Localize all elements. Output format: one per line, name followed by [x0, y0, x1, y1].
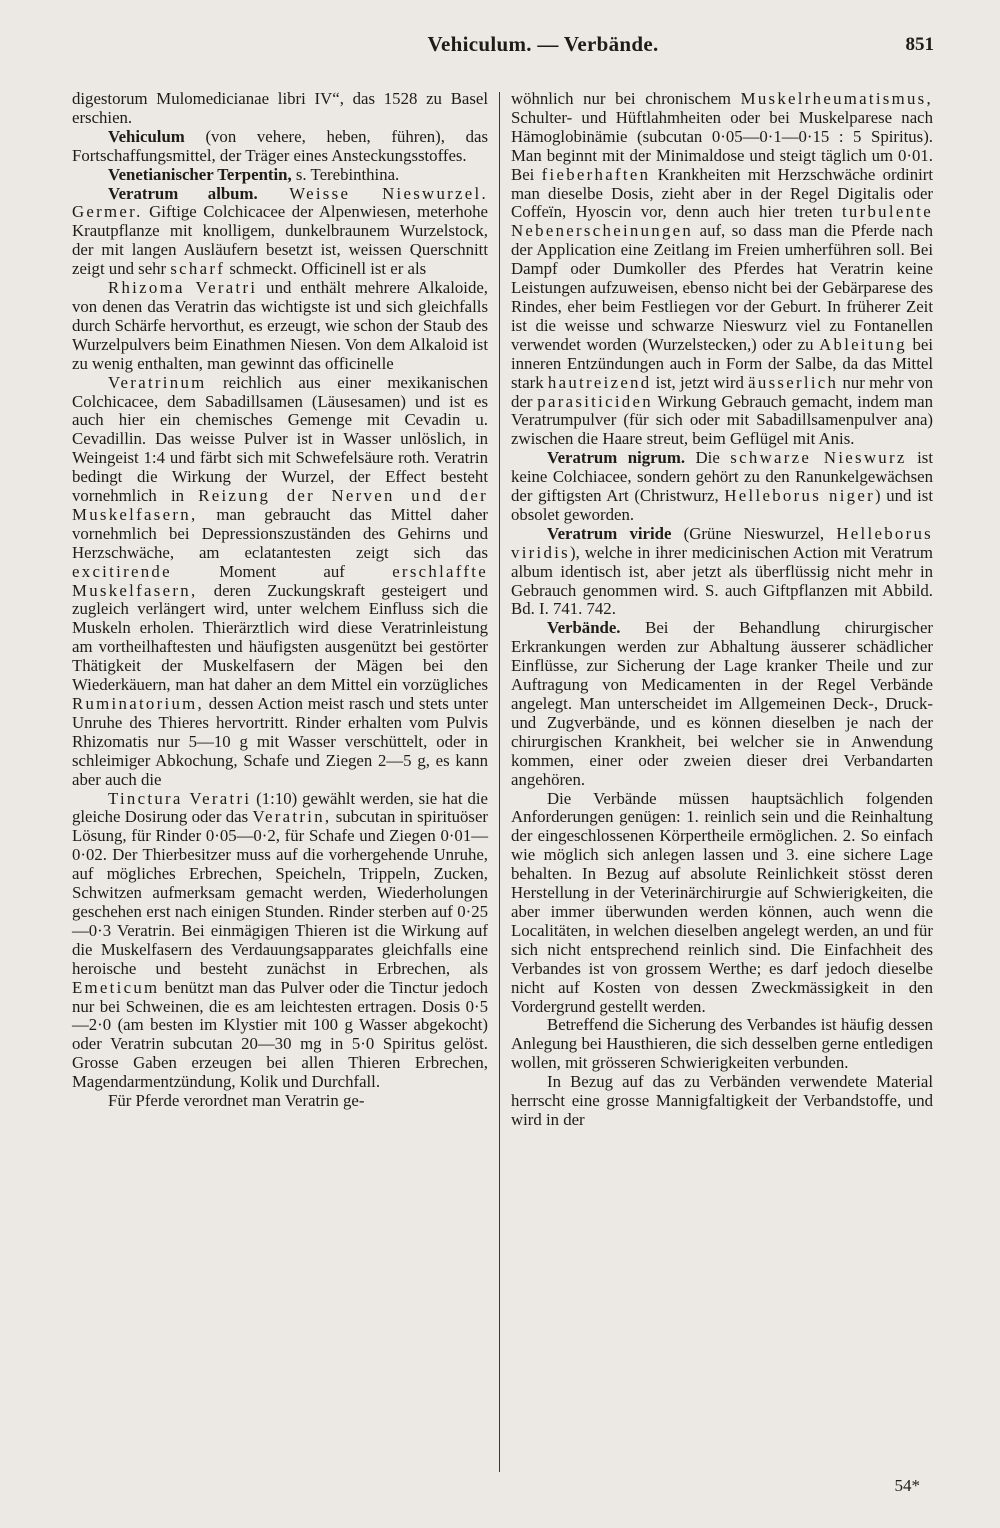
spaced-text: Weisse Nieswurzel. Germer.: [72, 183, 488, 222]
entry-text: Krankheiten mit Herzschwäche ordinirt man dieselbe Dosis, zieht aber in der Regel Digitalis oder Coffeïn, Hyoscin vor, denn auch hier treten: [511, 164, 934, 222]
entry-text: ist, jetzt wird: [651, 372, 749, 392]
entry-text: bei inneren Entzündungen auch in Form der Salbe, da das Mittel stark: [511, 334, 933, 392]
entry-verbaende: [511, 619, 933, 789]
entry-text: Bei der Behandlung chirurgischer Erkrankungen werden zur Abhaltung äusserer schädlicher Einflüsse, zur Sicherung der Lage kranker Theile und zur Auftragung von Medicamenten in der Regel Verbände angelegt. Man unterscheidet im Allgemeinen Deck-, Druck- und Zugverbände, und es können dieselben je nach der chirurgischen Krankheit, bei welcher sie in Anwendung kommen, einer oder zweien dieser drei Verbandarten angehören.: [511, 618, 933, 789]
spaced-text: Rhizoma Veratri: [108, 278, 258, 298]
entry-text: (von vehere, heben, führen), das Fortschaffungsmittel, der Träger eines Ansteckungsstoffes.: [72, 126, 488, 165]
paragraph-sicherung: Betreffend die Sicherung des Verbandes ist häufig dessen Anlegung bei Hausthieren, die sich desselben gerne entledigen wollen, mit grösseren Schwierigkeiten verbunden.: [511, 1015, 933, 1073]
entry-text: (Grüne Nieswurzel,: [671, 523, 837, 543]
entry-text: ist keine Colchiacee, sondern gehört zu den Ranunkelgewächsen der giftigsten Art (Christwurz,: [511, 448, 933, 506]
spaced-text: turbulente Nebenerscheinungen: [511, 202, 933, 241]
left-column: [72, 90, 488, 1111]
spaced-text: Helleborus viridis: [511, 523, 933, 562]
right-column: [511, 90, 933, 1130]
paragraph-pferde: Für Pferde verordnet man Veratrin ge-: [108, 1091, 365, 1111]
spaced-text: hautreizend: [547, 372, 652, 392]
entry-text: Giftige Colchicacee der Alpenwiesen, meterhohe Krautpflanze mit knolligem, dunkelbraunem Wurzelstock, der mit langen Ausläufern besetzt ist, weissen Querschnitt zeigt und sehr: [72, 202, 488, 279]
entry-text: Moment auf: [171, 561, 393, 581]
spaced-text: Veratrinum: [108, 372, 207, 392]
spaced-text: Ruminatorium,: [72, 694, 204, 713]
entry-veratrum-album: [72, 185, 488, 280]
entry-text: ), welche in ihrer medicinischen Action mit Veratrum album identisch ist, aber jetzt als überflüssig nicht mehr in Gebrauch genommen wird. S. auch Giftpflanzen mit Abbild. Bd. I. 741. 742.: [511, 542, 933, 619]
spaced-text: Muskelrheumatismus,: [740, 89, 933, 108]
entry-text: Wirkung Gebrauch gemacht, indem man Veratrumpulver (für sich oder mit Sabadillsamenpulver ana) zwischen die Haare streut, beim Geflügel mit Anis.: [511, 391, 933, 449]
spaced-text: Helleborus niger: [724, 486, 875, 506]
page-number: 851: [905, 34, 934, 55]
entry-text: wöhnlich nur bei chronischem: [511, 89, 741, 108]
entry-text: man gebraucht das Mittel daher vornehmlich bei Depressionszuständen des Gehirns und Herzschwäche, am eclatantesten zeigt sich das: [72, 504, 488, 562]
paragraph-anforderungen: Die Verbände müssen hauptsächlich folgenden Anforderungen genügen: 1. reinlich sein und die Reinhaltung der eingeschlossenen Körpertheile ermöglichen. 2. So einfach wie möglich sich anlegen lassen und 3. eine sichere Lage behalten. In Bezug auf absolute Reinlichkeit stösst deren Herstellung in der Veterinärchirurgie auf Schwierigkeiten, die aber immer überwunden werden können, auch wenn die Localitäten, in welchen dieselben angelegt werden, an und für sich nicht entsprechend reinlich sind. Die Einfachheit des Verbandes ist von grossem Werthe; es darf jedoch dieselbe nicht auf Kosten von dessen Zweckmässigkeit in den Vordergrund gestellt werden.: [511, 788, 933, 1016]
entry-term: Veratrum album.: [108, 183, 258, 203]
spaced-text: fieberhaften: [541, 164, 651, 184]
signature-mark: 54*: [894, 1476, 920, 1495]
paragraph-rhizoma: [72, 279, 488, 374]
paragraph-continuation: digestorum Mulomedicianae libri IV“, das 1528 zu Basel erschien.: [72, 89, 488, 127]
paragraph-tinctura: [72, 790, 488, 1093]
entry-text: schmeckt. Officinell ist er als: [225, 259, 427, 279]
entry-text: Schulter- und Hüftlahmheiten oder bei Muskelparese nach Hämoglobinämie (subcutan 0·05—0·1—0·15 : 5 Spiritus). Man beginnt mit der Minimaldose und steigt täglich um 0·01. Bei: [511, 107, 933, 184]
entry-text: und enthält mehrere Alkaloide, von denen das Veratrin das wichtigste ist und sich gleichfalls durch Schärfe hervorthut, es erzeugt, wie schon der Staub des Wurzelpulvers beim Einathmen Niesen. Von dem Alkaloid ist zu wenig enthalten, man gewinnt das officinelle: [72, 278, 489, 373]
spaced-text: Ableitung: [819, 334, 907, 354]
spaced-text: Tinctura Veratri: [108, 788, 252, 808]
spaced-text: äusserlich: [748, 372, 839, 392]
entry-text: benützt man das Pulver oder die Tinctur jedoch nur bei Schweinen, die es am leichtesten ertragen. Dosis 0·5—2·0 (am besten im Klystier mit 100 g Wasser abgekocht) oder Veratrin subcutan 20—30 mg in 5·0 Spiritus gelöst. Grosse Gaben erzeugen bei allen Thieren Erbrechen, Magendarmentzündung, Kolik und Durchfall.: [72, 977, 488, 1092]
column-divider: [499, 92, 500, 1472]
entry-text: nur mehr von der: [511, 372, 933, 411]
running-header: [72, 32, 934, 62]
entry-term: Verbände.: [547, 618, 621, 638]
spaced-text: Reizung der Nerven und der Muskelfasern,: [72, 486, 488, 524]
entry-text: s. Terebinthina.: [291, 164, 400, 184]
entry-text: Die: [685, 448, 731, 468]
spaced-text: erschlaffte Muskelfasern,: [72, 561, 488, 600]
entry-term: Veratrum nigrum.: [547, 448, 686, 468]
spaced-text: excitirende: [72, 561, 172, 581]
paragraph-material: In Bezug auf das zu Verbänden verwendete Material herrscht eine grosse Mannigfaltigkeit der Verbandstoffe, und wird in der: [511, 1072, 933, 1129]
entry-term: Venetianischer Terpentin,: [108, 164, 292, 184]
paragraph-veratrinum: [72, 374, 488, 790]
entry-text: reichlich aus einer mexikanischen Colchicacee, dem Sabadillsamen (Läusesamen) und ist es auch hier ein chemisches Gemenge mit Cevadin u. Cevadillin. Das weisse Pulver ist in Wasser unlöslich, in Weingeist 1:4 und färbt sich mit Schwefelsäure roth. Veratrin bedingt die Wirkung der Wurzel, der Effect besteht vornehmlich in: [72, 372, 488, 506]
entry-text: auf, so dass man die Pferde nach der Application eine Zeitlang im Freien umherführen soll. Bei Dampf oder Dumkoller des Pferdes hat Veratrin keine Leistungen aufzuweisen, ebenso nicht bei der Gebärparese des Rindes, eher beim Festliegen vor der Geburt. In früherer Zeit ist die weisse und schwarze Nieswurz viel zu Fontanellen verwendet worden (Wurzelstecken,) oder zu: [511, 221, 933, 354]
entry-vehiculum: [72, 128, 488, 166]
spaced-text: parasiticiden: [537, 391, 653, 411]
spaced-text: Veratrin,: [252, 807, 332, 827]
entry-veratrum-viride: [511, 525, 933, 620]
paragraph-continuation: [511, 90, 933, 449]
spaced-text: schwarze Nieswurz: [730, 448, 907, 468]
entry-text: dessen Action meist rasch und stets unter Unruhe des Thieres hervortritt. Rinder erhalten vom Pulvis Rhizomatis nur 5—10 g mit Wasser verschüttelt, oder in schleimiger Abkochung, Schafe und Ziegen 2—5 g, es kann aber auch die: [72, 694, 488, 789]
entry-text: deren Zuckungskraft gesteigert und zugleich verlängert wird, unter welchem Einfluss sich die Muskeln erholen. Thierärztlich wird diese Veratrinleistung am vortheilhaftesten und häufigsten ausgenützt bei gestörter Thätigkeit der Muskelfasern der Mägen bei den Wiederkäuern, man hat daher an dem Mittel ein vorzügliches: [72, 580, 488, 695]
entry-text: ) und ist obsolet geworden.: [511, 486, 933, 524]
entry-term: Veratrum viride: [547, 523, 672, 543]
entry-venetianischer-terpentin: [72, 166, 488, 185]
entry-text: (1:10) gewählt werden, sie hat die gleiche Dosirung oder das: [72, 788, 488, 827]
spaced-text: scharf: [170, 259, 226, 279]
entry-veratrum-nigrum: [511, 449, 933, 525]
entry-term: Vehiculum: [108, 126, 185, 146]
header-title: Vehiculum. — Verbände.: [427, 32, 659, 56]
spaced-text: Emeticum: [72, 977, 160, 997]
entry-text: subcutan in spirituöser Lösung, für Rinder 0·05—0·2, für Schafe und Ziegen 0·01—0·02. Der Thierbesitzer muss auf die vorhergehende Unruhe, auf mögliches Erbrechen, Speicheln, Trippeln, Zucken, Schwitzen aufmerksam gemacht werden, Wiederholungen geschehen erst nach einigen Stunden. Rinder sterben auf 0·25—0·3 Veratrin. Bei einmägigen Thieren ist die Wirkung auf die Muskelfasern des Verdauungsapparates gleichfalls eine heroische und besteht zunächst in Erbrechen, als: [72, 807, 488, 978]
